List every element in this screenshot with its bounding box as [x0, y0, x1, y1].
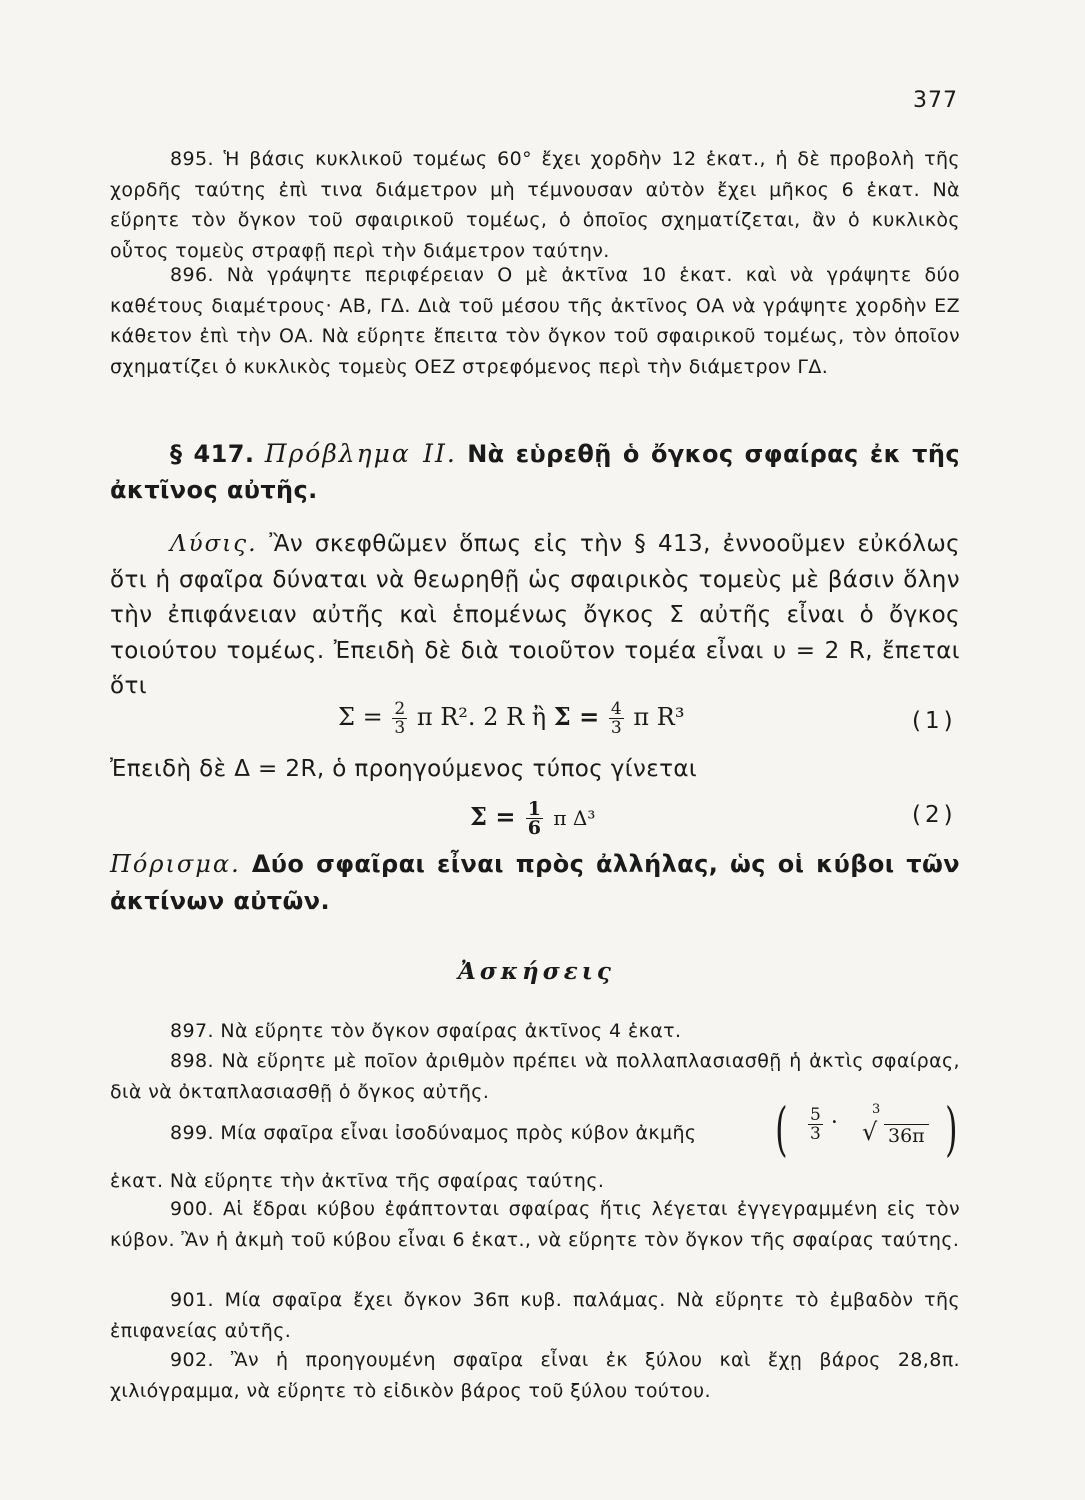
exercise-902 [110, 1345, 960, 1406]
exercise-898 [110, 1046, 960, 1107]
fraction-1-6: $\frac{1}{6}$ [527, 798, 542, 839]
solution-body: Ἂν σκεφθῶμεν ὅπως εἰς τὴν § 413, ἐννοοῦμεν εὐκόλως ὅτι ἡ σφαῖρα δύναται νὰ θεωρηθῇ ὡς σφαιρικὸς τομεὺς μὲ βάσιν ὅλην τὴν ἐπιφάνειαν αὐτῆς καὶ ἑπομένως ὄγκος Σ αὐτῆς εἶναι ὁ ὄγκος τοιούτου τομέως. Ἐπειδὴ δὲ διὰ τοιοῦτον τομέα εἶναι υ = 2 R, ἔπεται ὅτι [110, 531, 960, 699]
formula-1 [338, 700, 684, 737]
formula-2-rhs: π Δ³ [553, 806, 596, 830]
fraction-4-3: $\frac{4}{3}$ [610, 699, 622, 738]
right-parenthesis: ) [945, 1095, 958, 1163]
corollary-body: Δύο σφαῖραι εἶναι πρὸς ἀλλήλας, ὡς οἱ κύβοι τῶν ἀκτίνων αὐτῶν. [110, 850, 960, 915]
exercise-901-text: 901. Μία σφαῖρα ἔχει ὄγκον 36π κυβ. παλάμας. Νὰ εὕρητε τὸ ἐμβαδὸν τῆς ἐπιφανείας αὐτῆς. [110, 1289, 960, 1342]
section-417-heading [110, 436, 960, 508]
cube-edge-expression [806, 1106, 838, 1143]
page-number: 377 [913, 88, 958, 113]
fraction-5-3: $\frac{5}{3}$ [810, 1105, 821, 1144]
solution-text [110, 527, 960, 705]
exercises-heading: Ἀσκήσεις [458, 958, 615, 985]
exercise-900 [110, 1194, 960, 1255]
exercise-899-continued [110, 1166, 960, 1197]
multiplication-dot: · [830, 1110, 838, 1136]
exercise-895-text: 895. Ἡ βάσις κυκλικοῦ τομέως 60° ἔχει χορδὴν 12 ἑκατ., ἡ δὲ προβολὴ τῆς χορδῆς ταύτης ἐπὶ τινα διάμετρον μὴ τέμνουσαν αὐτὸν ἔχει μῆκος 6 ἑκατ. Νὰ εὕρητε τὸν ὄγκον τοῦ σφαιρικοῦ τομέως, ὁ ὁποῖος σχηματίζεται, ἂν ὁ κυκλικὸς οὗτος τομεὺς στραφῇ περὶ τὴν διάμετρον ταύτην. [110, 148, 960, 262]
solution-continued [110, 752, 960, 788]
section-number: § 417. [170, 440, 255, 468]
formula-2 [470, 800, 595, 837]
exercise-896 [110, 260, 960, 382]
solution-label: Λύσις. [170, 531, 258, 557]
exercise-897-text: 897. Νὰ εὕρητε τὸν ὄγκον σφαίρας ἀκτῖνος 4 ἑκατ. [170, 1020, 682, 1042]
exercise-898-text: 898. Νὰ εὕρητε μὲ ποῖον ἀριθμὸν πρέπει νὰ πολλαπλασιασθῇ ἡ ἀκτὶς σφαίρας, διὰ νὰ ὀκταπλασιασθῇ ὁ ὄγκος αὐτῆς. [110, 1050, 960, 1103]
problem-title: Νὰ εὑρεθῇ ὁ ὄγκος σφαίρας ἐκ τῆς ἀκτῖνος αὐτῆς. [110, 440, 960, 504]
corollary-text [110, 846, 960, 920]
section-417 [110, 436, 960, 508]
equation-number-1: (1) [912, 708, 957, 734]
formula-1-mid: π R². 2 R ἢ [416, 703, 547, 731]
exercise-899-text-2: ἑκατ. Νὰ εὕρητε τὴν ἀκτῖνα τῆς σφαίρας ταύτης. [110, 1170, 605, 1192]
equation-number-2: (2) [912, 802, 957, 828]
radical-sign-icon: √ [862, 1118, 878, 1146]
exercise-897 [110, 1016, 960, 1047]
exercise-896-text: 896. Νὰ γράψητε περιφέρειαν Ο μὲ ἀκτῖνα 10 ἑκατ. καὶ νὰ γράψητε δύο καθέτους διαμέτρους· ΑΒ, ΓΔ. Διὰ τοῦ μέσου τῆς ἀκτῖνος ΟΑ νὰ γράψητε χορδὴν ΕΖ κάθετον ἐπὶ τὴν ΟΑ. Νὰ εὕρητε ἔπειτα τὸν ὄγκον τοῦ σφαιρικοῦ τομέως, τὸν ὁποῖον σχηματίζει ὁ κυκλικὸς τομεὺς ΟΕΖ στρεφόμενος περὶ τὴν διάμετρον ΓΔ. [110, 264, 960, 378]
corollary-label: Πόρισμα. [110, 850, 241, 878]
exercise-901 [110, 1285, 960, 1346]
exercise-902-text: 902. Ἂν ἡ προηγουμένη σφαῖρα εἶναι ἐκ ξύλου καὶ ἔχῃ βάρος 28,8π. χιλιόγραμμα, νὰ εὕρητε τὸ εἰδικὸν βάρος τοῦ ξύλου τούτου. [110, 1349, 960, 1402]
radicand: 36π [884, 1124, 929, 1147]
exercise-899-text: 899. Μία σφαῖρα εἶναι ἰσοδύναμος πρὸς κύβον ἀκμῆς [170, 1122, 697, 1144]
exercise-895 [110, 144, 960, 266]
exercise-900-text: 900. Αἱ ἕδραι κύβου ἐφάπτονται σφαίρας ἥτις λέγεται ἐγγεγραμμένη εἰς τὸν κύβον. Ἂν ἡ ἀκμὴ τοῦ κύβου εἶναι 6 ἑκατ., νὰ εὕρητε τὸν ὄγκον τῆς σφαίρας ταύτης. [110, 1198, 960, 1251]
formula-2-lhs: Σ = [470, 802, 516, 831]
corollary [110, 846, 960, 920]
formula-1-lhs: Σ = [338, 703, 383, 731]
root-index: 3 [872, 1102, 881, 1117]
left-parenthesis: ( [775, 1095, 788, 1163]
fraction-2-3: $\frac{2}{3}$ [394, 699, 406, 738]
solution-text-2: Ἐπειδὴ δὲ Δ = 2R, ὁ προηγούμενος τύπος γίνεται [110, 756, 698, 782]
formula-1-rhs: π R³ [633, 703, 685, 731]
solution-paragraph [110, 527, 960, 705]
formula-1-lhs2: Σ = [553, 702, 600, 731]
problem-label: Πρόβλημα ΙΙ. [264, 439, 457, 468]
